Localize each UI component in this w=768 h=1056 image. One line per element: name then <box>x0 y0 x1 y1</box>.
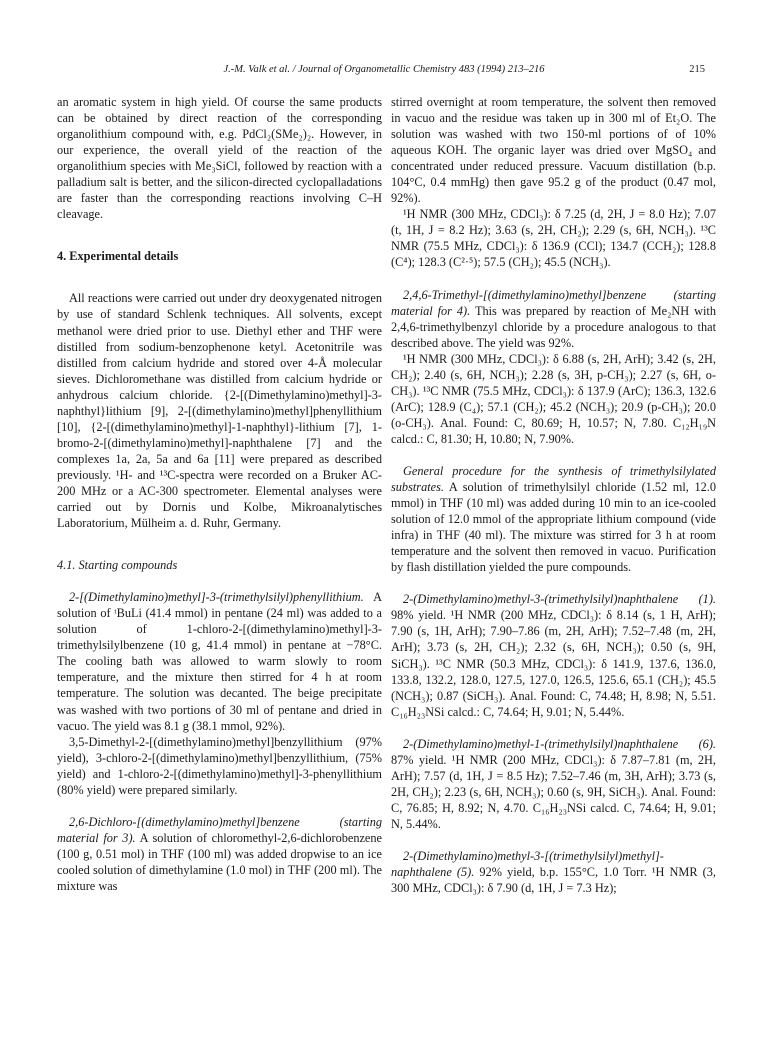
nmr-paragraph: ¹H NMR (300 MHz, CDCl₃): δ 6.88 (s, 2H, ArH); 3.42 (s, 2H, CH₂); 2.40 (s, 6H, NCH₃); 2.28 (s, 3H, p-CH₃); 2.27 (s, 6H, o-CH₃). ¹³C NMR (75.5 MHz, CDCl₃): δ 137.9 (ArC); 136.3, 132.6 (ArC); 128.9 (C₄); 57.1 (CH₂); 45.2 (NCH₃); 20.9 (p-CH₃); 20.0 (o-CH₃). Anal. Found: C, 80.69; H, 10.57; N, 7.80. C₁₂H₁₉N calcd.: C, 81.30; H, 10.80; N, 7.90%. <box>391 351 716 446</box>
compound-paragraph <box>391 591 716 719</box>
procedure-text: A solution of trimethylsilyl chloride (1.52 ml, 12.0 mmol) in THF (10 ml) was added during 10 min to an ice-cooled solution of 12.0 mmol of the appropriate lithium compound (vide infra) in THF (40 ml). The mixture was stirred for 3 h at room temperature and the solvent then removed in vacuo. Purification by flash distillation yielded the pure compounds. <box>391 480 716 575</box>
nmr-paragraph: ¹H NMR (300 MHz, CDCl₃): δ 7.25 (d, 2H, J = 8.0 Hz); 7.07 (t, 1H, J = 8.2 Hz); 3.63 (s, 2H, CH₂); 2.29 (s, 6H, NCH₃). ¹³C NMR (75.5 MHz, CDCl₃): δ 136.9 (CCl); 134.7 (CCH₂); 128.8 (C⁴); 128.3 (C²·⁵); 57.5 (CH₂); 45.5 (NCH₃). <box>391 207 716 270</box>
compound-title: 2-[(Dimethylamino)methyl]-3-(trimethylsilyl)phenyllithium. <box>69 590 364 605</box>
compound-paragraph <box>57 589 382 733</box>
compound-paragraph <box>391 848 716 896</box>
compound-title: 2,4,6-Trimethyl-[(dimethylamino)methyl]benzene (starting material for 4). <box>391 287 716 318</box>
compound-paragraph <box>391 287 716 351</box>
running-header <box>0 64 768 80</box>
compound-text: This was prepared by reaction of Me₂NH with 2,4,6-trimethylbenzyl chloride by a procedure analogous to that described above. The yield was 92%. <box>391 303 716 350</box>
compound-text: 92% yield, b.p. 155°C, 1.0 Torr. ¹H NMR (3, 300 MHz, CDCl₃): δ 7.90 (d, 1H, J = 7.3 Hz); <box>391 865 716 896</box>
compound-title: 2-(Dimethylamino)methyl-3-[(trimethylsilyl)methyl]-naphthalene (5). <box>391 848 664 880</box>
compound-text: A solution of ᵗBuLi (41.4 mmol) in pentane (24 ml) was added to a solution of 1-chloro-2-[(dimethylamino)methyl]-3-trimethylsilylbenzene (10 g, 41.4 mmol) in pentane at −78°C. The cooling bath was allowed to warm slowly to room temperature, and the mixture then stirred for 4 h at room temperature. The solution was decanted. The beige precipitate was washed with two portions of 30 ml of pentane and dried in vacuo. The yield was 8.1 g (38.1 mmol, 92%). <box>57 590 382 733</box>
similar-paragraph: 3,5-Dimethyl-2-[(dimethylamino)methyl]benzyllithium (97% yield), 3-chloro-2-[(dimethylamino)methyl]benzyllithium, (75% yield) and 1-chloro-2-[(dimethylamino)methyl]-3-phenyllithium (80% yield) were prepared similarly. <box>57 734 382 797</box>
journal-citation: J.-M. Valk et al. / Journal of Organometallic Chemistry 483 (1994) 213–216 <box>223 64 545 75</box>
page-number: 215 <box>689 64 705 75</box>
compound-paragraph <box>391 736 716 832</box>
procedure-title: General procedure for the synthesis of trimethylsilylated substrates. <box>391 463 716 495</box>
compound-text: A solution of chloromethyl-2,6-dichlorobenzene (100 g, 0.51 mol) in THF (100 ml) was added dropwise to an ice cooled solution of dimethylamine (1.0 mol) in THF (200 ml). The mixture was <box>57 830 382 893</box>
procedure-paragraph <box>391 463 716 575</box>
compound-title: 2-(Dimethylamino)methyl-1-(trimethylsilyl)naphthalene (6). <box>403 736 716 751</box>
left-column <box>57 94 382 894</box>
right-column <box>391 94 716 896</box>
intro-paragraph: an aromatic system in high yield. Of course the same products can be obtained by direct reaction of the corresponding organolithium compound with, e.g. PdCl₂(SMe₂)₂. However, in our experience, the overall yield of the reaction of the organolithium species with Me₃SiCl, followed by reaction with a palladium salt is better, and the silicon-directed cyclopalladations are faster than the corresponding reactions involving C–H cleavage. <box>57 95 382 222</box>
compound-text: 87% yield. ¹H NMR (200 MHz, CDCl₃): δ 7.87–7.81 (m, 2H, ArH); 7.57 (d, 1H, J = 8.5 Hz); 7.52–7.46 (m, 3H, ArH); 3.73 (s, 2H, CH₂); 2.23 (s, 6H, NCH₃); 0.60 (s, 9H, SiCH₃). Anal. Found: C, 76.85; H, 8.92; N, 4.70. C₁₆H₂₃NSi calcd. C, 74.64; H, 9.01; N, 5.44%. <box>391 752 716 831</box>
subsection-heading: 4.1. Starting compounds <box>57 558 178 573</box>
section-heading: 4. Experimental details <box>57 249 179 264</box>
continuation-paragraph: stirred overnight at room temperature, the solvent then removed in vacuo and the residue was taken up in 300 ml of Et₂O. The solution was washed with two 150-ml portions of of 10% aqueous KOH. The organic layer was dried over MgSO₄ and concentrated under reduced pressure. Vacuum distillation (b.p. 104°C, 0.4 mmHg) then gave 95.2 g of the product (0.47 mol, 92%). <box>391 95 716 206</box>
compound-paragraph <box>57 814 382 894</box>
experimental-paragraph: All reactions were carried out under dry deoxygenated nitrogen by use of standard Schlenk techniques. All solvents, except methanol were dried prior to use. Diethyl ether and THF were distilled from sodium-benzophenone ketyl. Acetonitrile was distilled from calcium hydride and stored over 4-Å molecular sieves. Dichloromethane was distilled from calcium hydride or anhydrous calcium chloride. {2-[(Dimethylamino)methyl]-3-naphthyl}lithium [9], 2-[(dimethylamino)methyl]phenyllithium [10], {2-[(dimethylamino)methyl]-1-naphthyl}-lithium [7], 1-bromo-2-[(dimethylamino)methyl]-naphthalene [7] and the complexes 1a, 2a, 5a and 6a [11] were prepared as described previously. ¹H- and ¹³C-spectra were recorded on a Bruker AC-200 MHz or a AC-300 spectrometer. Elemental analyses were carried out by Dornis und Kolbe, Mikroanalytisches Laboratorium, Mülheim a. d. Ruhr, Germany. <box>57 291 382 531</box>
compound-title: 2,6-Dichloro-[(dimethylamino)methyl]benzene (starting material for 3). <box>57 814 382 845</box>
compound-text: 98% yield. ¹H NMR (200 MHz, CDCl₃): δ 8.14 (s, 1 H, ArH); 7.90 (s, 1H, ArH); 7.90–7.86 (m, 2H, ArH); 7.52–7.48 (m, 2H, ArH); 3.73 (s, 2H, CH₂); 2.32 (s, 6H, NCH₃); 0.50 (s, 9H, SiCH₃). ¹³C NMR (50.3 MHz, CDCl₃): δ 141.9, 137.6, 136.0, 133.8, 132.2, 128.0, 127.5, 127.0, 126.5, 125.6, 65.1 (CH₂); 45.5 (NCH₃); 0.87 (SiCH₃). Anal. Found: C, 74.48; H, 8.98; N, 5.51. C₁₆H₂₃NSi calcd.: C, 74.64; H, 9.01; N, 5.44%. <box>391 608 716 719</box>
compound-title: 2-(Dimethylamino)methyl-3-(trimethylsilyl)naphthalene (1). <box>403 592 716 607</box>
